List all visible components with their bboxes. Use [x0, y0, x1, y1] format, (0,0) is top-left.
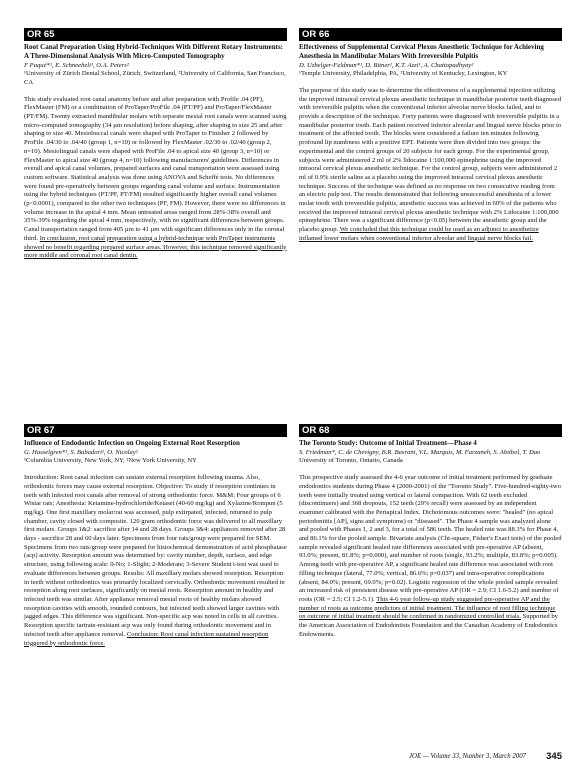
journal-page [24, 28, 562, 773]
abstract-title: The Toronto Study: Outcome of Initial Treatment—Phase 4 [299, 439, 477, 447]
abstract-authors: F Paqué*¹, E. Schneeheli¹, O.A. Peters² [24, 61, 129, 69]
abstract-code-header: OR 66 [299, 28, 562, 41]
abstract-conclusion: In conclusion, root canal preparation using a hybrid-technique with ProTaper instruments showed no benefit regarding prepared surface areas. However, this technique removed significantly more middle and coronal root canal dentin. [24, 234, 287, 260]
abstract-title: Influence of Endodontic Infection on Ongoing External Root Resorption [24, 439, 240, 447]
abstract-authors: D. Uzbelger-Feldman*¹, D. Bitner¹, K.T. Azzi¹, A. Chattopadhyay² [299, 61, 474, 69]
abstract-or68 [299, 424, 562, 640]
abstract-body [24, 474, 287, 648]
abstract-affiliation: ¹Temple University, Philadelphia, PA, ²University of Kentucky, Lexington, KY [299, 70, 508, 78]
abstract-code-header: OR 68 [299, 424, 562, 437]
page-number: 345 [546, 751, 562, 762]
abstract-affiliation: University of Toronto, Ontario, Canada [299, 457, 403, 465]
abstract-authors: S. Friedman*, C. de Chevigny, B.R. Basrani, V.L. Marquis, M. Farzaneh, S. Abitbol, T. Dao [299, 448, 541, 456]
abstract-body-text: The purpose of this study was to determine the effectiveness of a supplemental injection utilizing the improved intraoral cervical plexus anesthetic technique in mandibular posterior teeth diagnosed with irreversible pulpitis when the conventional inferior alveolar nerve blocks failed, and to provide a description of the technique. Forty patients were diagnosed with irreversible pulpitis in a mandibular posterior tooth. Each patient received inferior alveolar and lingual nerve blocks prior to treatment of the affected tooth. The blocks were considered a failure ten minutes following profound lip numbness with a positive EPT. Patients were then divided into two groups: the experimental and the control groups of 20 subjects for each group. For the experimental group, subjects were administered 2 ml of 2% lidocaine 1:100,000 epinephrine using the improved intraoral cervical plexus anesthetic technique. For the control group, subjects were administered 2 ml of 0.9% sterile saline as a placebo using the improved intraoral cervical plexus anesthetic technique. Success of the technique was defined as no response on two consecutive reading from an electric pulp test. The results demonstrated that following unsuccessful anesthesia of a lower molar tooth with irreversible pulpitis, anesthetic success was achieved in 60% of the patients who received the improved intraoral cervical plexus anesthetic technique with 2% Lidocaine 1:100,000 epinephrine. There was a significant difference (p<0.05) between the anesthetic group and the placebo group. [299, 86, 562, 234]
abstract-or66 [299, 28, 562, 244]
abstract-body [299, 474, 562, 639]
abstract-code-header: OR 65 [24, 28, 287, 41]
abstract-body [299, 87, 562, 244]
abstract-conclusion: Conclusion: Root canal infection sustained resorption triggered by orthodontic force. [24, 630, 269, 647]
abstract-code-header: OR 67 [24, 424, 287, 437]
abstract-conclusion: We concluded that this technique could be used as an adjunct to anesthetize inflamed lower molars when conventional inferior alveolar and lingual nerve blocks fail. [299, 226, 539, 242]
abstract-conclusion: This 4-6 year follow-up study suggested pre-operative AP and the number of roots as outcome predictors of initial treatment. The influence of root filling technique on outcome of initial treatment should be confirmed in randomized controlled trials. [299, 596, 556, 621]
abstract-affiliation: ¹Columbia University, New York, NY, ²New York University, NY [24, 457, 197, 465]
abstract-or67 [24, 424, 287, 648]
abstract-body-text: This prospective study assessed the 4-6 year outcome of initial treatment performed by graduate endodontics students during Phase 4 (2000-2001) of the "Toronto Study". Five-hundred-eighty-two teeth were initially treated using vertical or lateral compaction. With 62 teeth excluded (discontinuers) and 368 dropouts, 152 teeth (29% recall) were assessed by an independent examiner calibrated with the Periapical Index. Dichotomous outcomes were: "healed" (no apical periodontitis [AP], signs and symptoms) or "diseased". The Phase 4 sample was analyzed alone and pooled with Phases 1, 2 and 3, for a total of 586 teeth. The healed rate was 88.3% for Phase 4, and 86.1% for the pooled sample. Bivariate analysis (Chi-square, Fisher's Exact tests) of the pooled sample revealed significant healed rate differences associated with pre-operative AP (absent, 93.0%; present, 81.8%; p=0.000), and number of roots (single, 93.2%; multiple, 83.8%; p=0.005). Among teeth with pre-operative AP, a significant healed rate difference was associated with root filling technique (lateral, 77.0%; vertical, 86.6%; p=0.037) and intra-operative complications (absent, 84.0%; present, 69.0%; p=0.02). Logistic regression of the whole pooled sample revealed an increased risk of persistent disease with pre-operative AP (OR = 2.9; CI 1.6-5.2) and number of roots (OR = 2.5; CI 1.2-5.1). [299, 474, 562, 603]
abstract-authors: G. Hasselgren*¹, S. Babadori¹, O. Nicolay² [24, 448, 138, 456]
abstract-support-note: Supported by the American Association of Endodontists Foundation and the Canadian Academy of Endodontics Endowments. [299, 613, 558, 638]
journal-citation: JOE — Volume 33, Number 3, March 2007 [409, 753, 526, 760]
abstract-body-text: Introduction: Root canal infection can sustain external resorption following trauma. Also, orthodontic forces may cause external resorption. Objective: To study if resorption continues in teeth with infected root canals after removal of strong orthodontic force. M&M: Four groups of 6 Wistar rats; Anesthesia: Ketamine-hydrochloride/Ketaset (40-60 mg/kg) and Xylazine/Rompun (5 mg/kg). One first maxillary molar/rat was accessed, pulp extirpated, infected, returned to pulp chamber, cavity closed with composite. 120 gram orthodontic force was delivered to all maxillary first molars. Groups 1&2: sacrifice after 14 and 28 days. Groups 3&4: appliances removed after 28 days - sacrifice 28 and 60 days later. Specimens from four rats/group were prepared for SEM. Specimens from two rats/group were prepared for histochemical demonstration of acid phosphatase (acp) activity. Resorption amount was determined by: cavity number, depth, surface, and edge structure, using following scale: 0-No; 1-Slight; 2-Moderate; 3-Severe Student t-test was used to evaluate differences between groups. Results: All maxillary molars showed resorption. Resorption in teeth without orthodontics was primarily localized cervically. Orthodontic movement resulted in resorption along root surfaces, significantly on mesial roots. Resorption amount in healthy and infected teeth was similar. After appliance removal mesial roots of healthy molars showed resorption cavities with smooth, rounded contours, but infected teeth showed larger cavities with jagged edges. This difference was significant. Non-specific acp was noted in cells in all cavities. Resorption specific tartrate-resistant acp was only found during orthodontic movement and in infected teeth after appliance removal. [24, 474, 287, 638]
abstract-body [24, 96, 287, 261]
abstract-or65 [24, 28, 287, 261]
abstract-body-text: This study evaluated root canal anatomy before and after preparation with Profile .04 (PF), FlexMaster (FM) or a combination of ProTaper/ProFile .04 (PT/PF) and ProTaper/FlexMaster (PT/FM). Twenty extracted mandibular molars with separate mesial root canals were scanned using micro-computed tomography (34 µm resolution) before shaping, after shaping to size 25 and after shaping to size 40. Mesiobuccal canals were shaped with ProTaper to Finisher 2 followed by ProFile .04/30 to .04/40 (group 1, n=10) or followed by FlexMaster .02/30 to .02/40 (group 2, n=10). Mesiolingual canals were shaped with ProFile .04 to apical size 40 (group 3, n=10) or FlexMaster to apical size 40 (group 4, n=10) following manufacturers' guidelines. Differences in overall and apical canal volumes, prepared surfaces and canal transportation were assessed using custom software. Statistical analysis was done using ANOVA and Scheffé tests. No differences were found pre-operatively between groups regarding canal volume and surface. Instrumentation using the hybrid techniques (PT/PF, PT/FM) resulted significantly higher overall canal volumes (p<0.0001), compared to the other two techniques (PF, FM). However, there were no differences in volume increase in the apical 4 mm. Mean untreated areas ranged from 28%-38% overall and 35%-39% regarding the apical 4 mm, respectively, with no significant differences between groups. Canal transportation ranged from 405 µm to 41 µm with significant differences only in the coronal third. [24, 95, 287, 242]
abstract-title: Root Canal Preparation Using Hybrid-Techniques With Different Rotary Instruments: A Three-Dimensional Analysis With Micro-Computed Tomography [24, 43, 284, 60]
abstract-title: Effectiveness of Supplemental Cervical Plexus Anesthetic Technique for Achieving Anesthesia in Mandibular Molars With Irreversible Pulpitis [299, 43, 544, 60]
abstract-affiliation: ¹University of Zürich Dental School, Zürich, Switzerland, ²University of California, San Francisco, CA [24, 70, 286, 86]
